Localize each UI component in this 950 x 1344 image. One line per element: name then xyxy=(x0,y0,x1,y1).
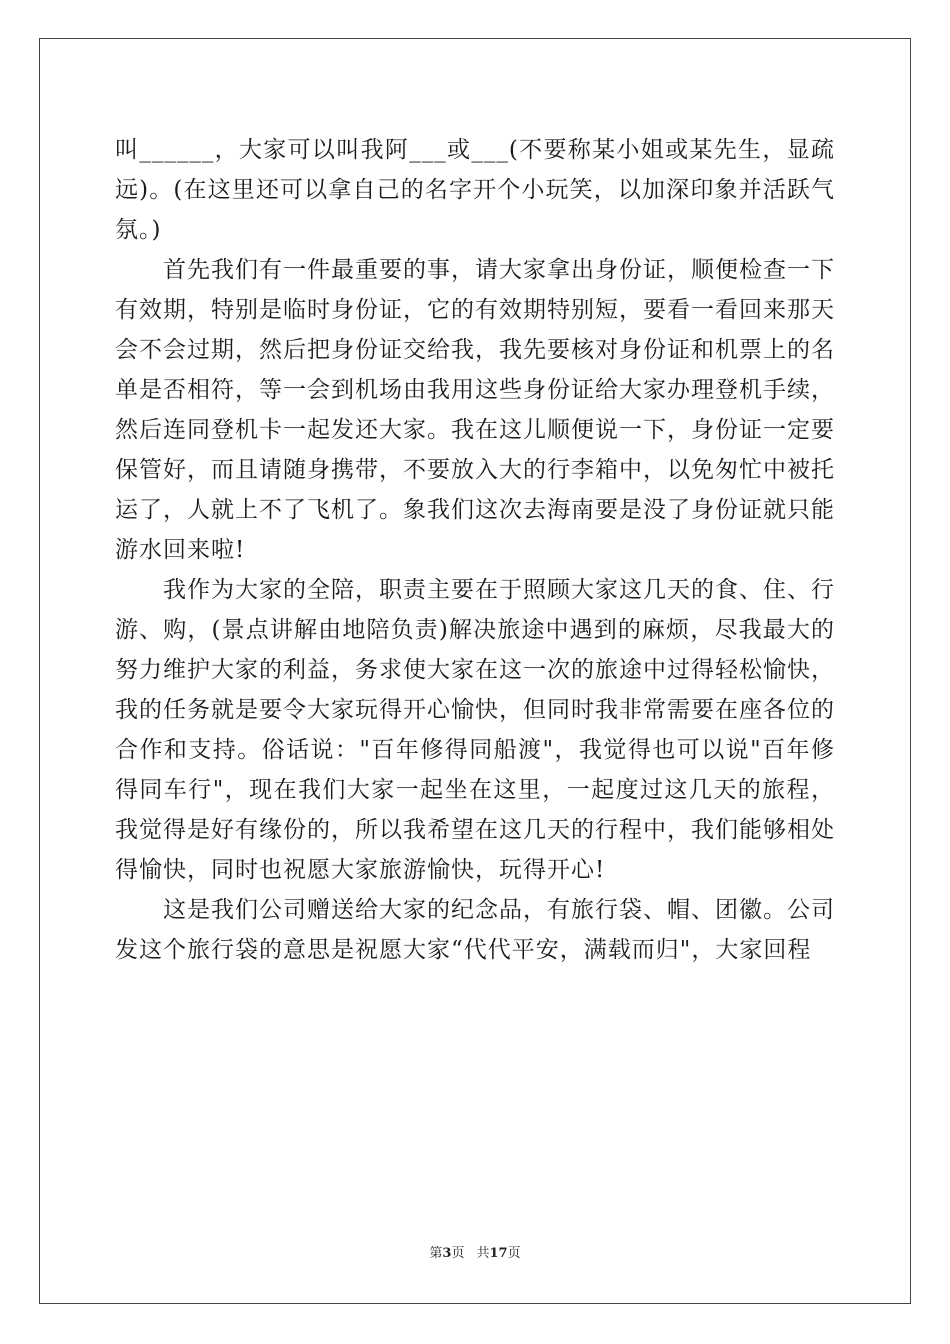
paragraph-souvenirs: 这是我们公司赠送给大家的纪念品，有旅行袋、帽、团徽。公司发这个旅行袋的意思是祝愿大家“代代平安，满载而归"，大家回程 xyxy=(115,897,835,963)
paragraph-guide-duties: 我作为大家的全陪，职责主要在于照顾大家这几天的食、住、行游、购，(景点讲解由地陪负责)解决旅途中遇到的麻烦，尽我最大的努力维护大家的利益，务求使大家在这一次的旅途中过得轻松愉快，我的任务就是要令大家玩得开心愉快，但同时我非常需要在座各位的合作和支持。俗话说："百年修得同船渡"，我觉得也可以说"百年修得同车行"，现在我们大家一起坐在这里，一起度过这几天的旅程，我觉得是好有缘份的，所以我希望在这几天的行程中，我们能够相处得愉快，同时也祝愿大家旅游愉快，玩得开心! xyxy=(115,577,835,883)
page-current: 3 xyxy=(442,1246,452,1261)
page-unit: 页 xyxy=(451,1246,465,1261)
total-prefix: 共 xyxy=(476,1246,490,1261)
page-total: 17 xyxy=(489,1246,508,1261)
document-body xyxy=(115,130,835,970)
paragraph-continued: 叫______，大家可以叫我阿___或___(不要称某小姐或某先生，显疏远)。(在这里还可以拿自己的名字开个小玩笑，以加深印象并活跃气氛。) xyxy=(115,137,835,243)
page-prefix: 第 xyxy=(429,1246,443,1261)
page-footer xyxy=(0,1245,950,1263)
paragraph-id-card: 首先我们有一件最重要的事，请大家拿出身份证，顺便检查一下有效期，特别是临时身份证，它的有效期特别短，要看一看回来那天会不会过期，然后把身份证交给我，我先要核对身份证和机票上的名单是否相符，等一会到机场由我用这些身份证给大家办理登机手续，然后连同登机卡一起发还大家。我在这儿顺便说一下，身份证一定要保管好，而且请随身携带，不要放入大的行李箱中，以免匆忙中被托运了，人就上不了飞机了。象我们这次去海南要是没了身份证就只能游水回来啦! xyxy=(115,257,835,563)
total-unit: 页 xyxy=(507,1246,521,1261)
